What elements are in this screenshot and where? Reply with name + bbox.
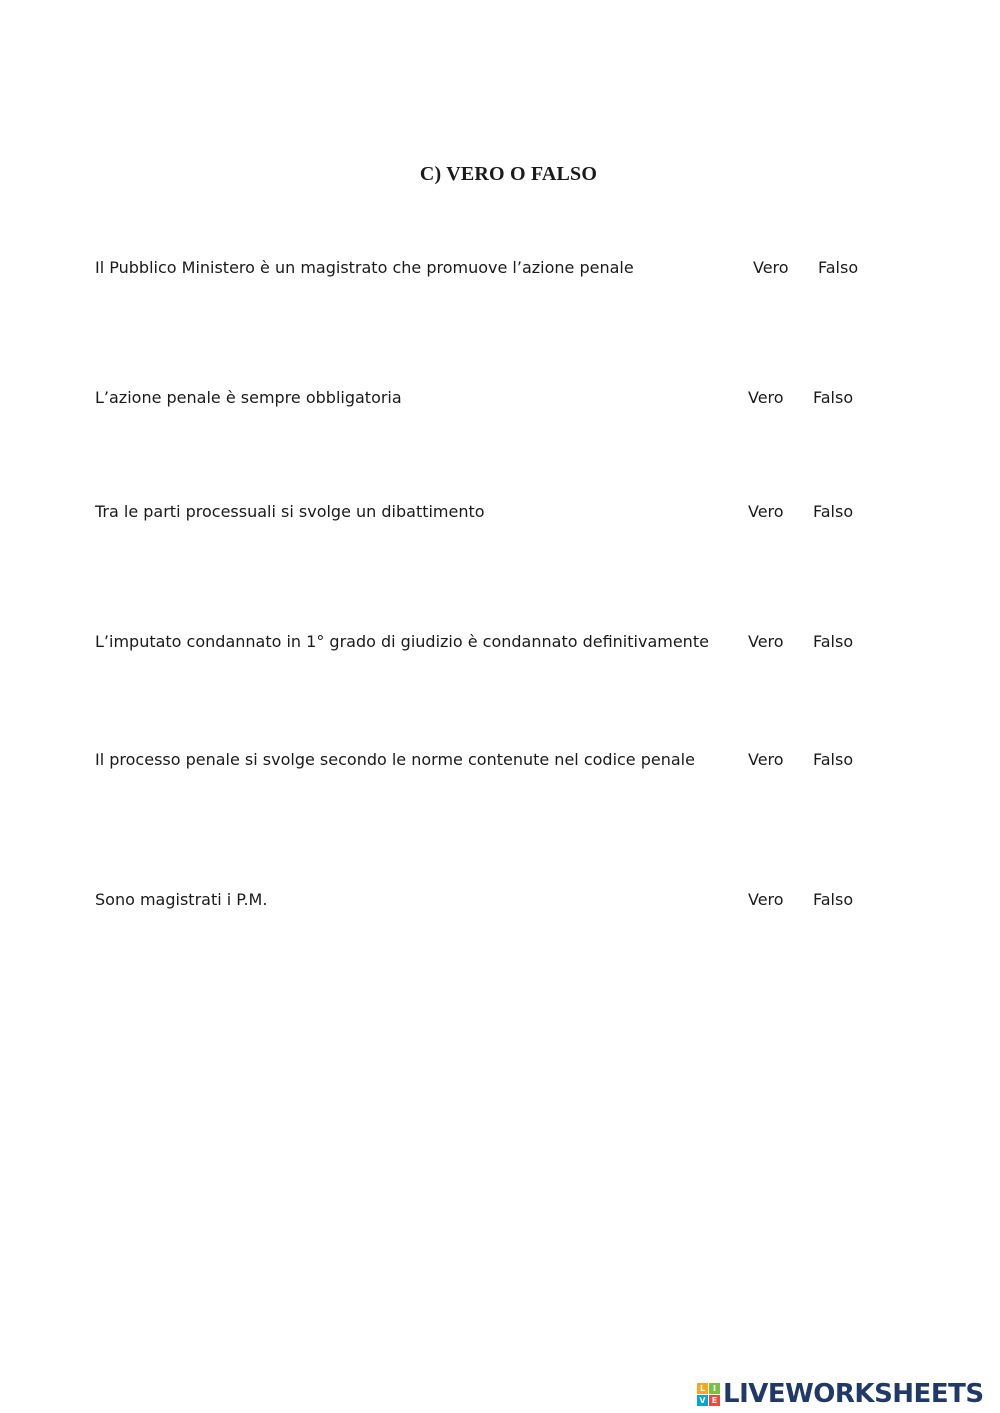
statement-text: L’imputato condannato in 1° grado di giudizio è condannato definitivamente [95,632,709,651]
page-title: C) VERO O FALSO [419,163,598,185]
false-option[interactable]: Falso [818,258,859,277]
statement-row-2 [0,386,1000,410]
statement-text: L’azione penale è sempre obbligatoria [95,388,402,407]
liveworksheets-logo [697,1379,984,1409]
logo-mark-letter: L [697,1383,708,1394]
true-option[interactable]: Vero [748,890,784,909]
statement-text: Il processo penale si svolge secondo le norme contenute nel codice penale [95,750,695,769]
statement-text: Sono magistrati i P.M. [95,890,268,909]
true-option[interactable]: Vero [748,388,784,407]
statement-text: Il Pubblico Ministero è un magistrato che promuove l’azione penale [95,258,634,277]
true-option[interactable]: Vero [753,258,789,277]
statement-row-5 [0,748,1000,772]
logo-mark-letter: V [697,1395,708,1406]
false-option[interactable]: Falso [813,890,854,909]
statement-row-6 [0,888,1000,912]
logo-mark-icon [697,1383,720,1406]
true-option[interactable]: Vero [748,502,784,521]
false-option[interactable]: Falso [813,502,854,521]
statement-row-4 [0,630,1000,654]
true-option[interactable]: Vero [748,632,784,651]
logo-text: LIVEWORKSHEETS [723,1379,984,1409]
logo-mark-letter: E [709,1395,720,1406]
statement-text: Tra le parti processuali si svolge un dibattimento [95,502,485,521]
false-option[interactable]: Falso [813,750,854,769]
statement-row-3 [0,500,1000,524]
statement-row-1 [0,256,1000,280]
false-option[interactable]: Falso [813,632,854,651]
logo-mark-letter: I [709,1383,720,1394]
true-option[interactable]: Vero [748,750,784,769]
false-option[interactable]: Falso [813,388,854,407]
